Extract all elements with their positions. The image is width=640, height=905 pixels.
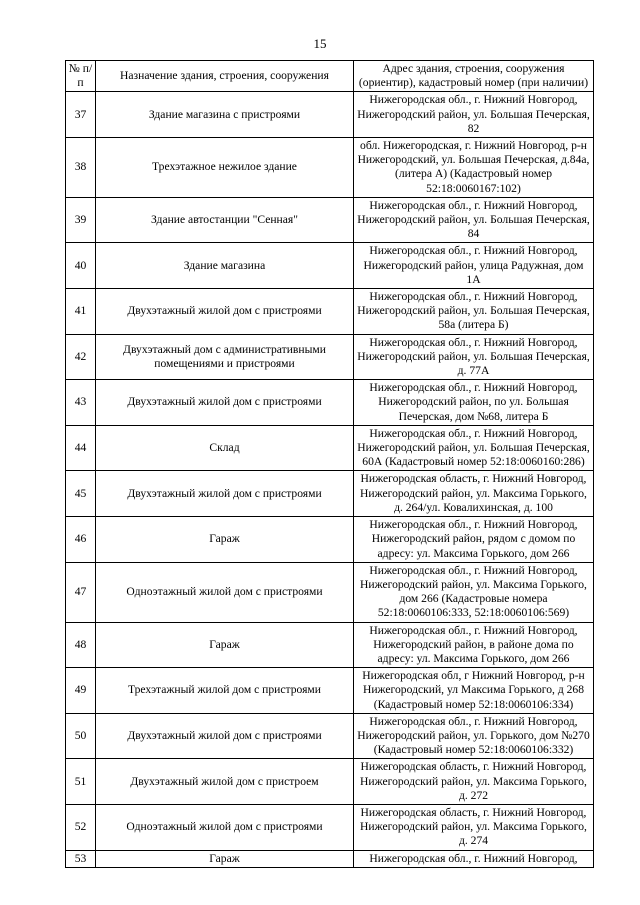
- row-purpose: Гараж: [96, 517, 354, 563]
- row-number: 45: [66, 471, 96, 517]
- row-purpose: Двухэтажный жилой дом с пристроями: [96, 289, 354, 335]
- table-row: [66, 92, 594, 138]
- row-purpose: Двухэтажный жилой дом с пристроем: [96, 759, 354, 805]
- row-number: 41: [66, 289, 96, 335]
- row-purpose: Трехэтажное нежилое здание: [96, 138, 354, 198]
- table-row: [66, 138, 594, 198]
- row-address: Нижегородская обл., г. Нижний Новгород, Нижегородский район, ул. Горького, дом №270 (Кадастровый номер 52:18:0060106:332): [354, 713, 594, 759]
- row-address: Нижегородская обл., г. Нижний Новгород, Нижегородский район, ул. Большая Печерская, 84: [354, 197, 594, 243]
- row-number: 43: [66, 380, 96, 426]
- row-number: 50: [66, 713, 96, 759]
- row-address: Нижегородская обл., г. Нижний Новгород, Нижегородский район, ул. Большая Печерская, д. 77А: [354, 334, 594, 380]
- row-purpose: Двухэтажный жилой дом с пристроями: [96, 471, 354, 517]
- row-purpose: Гараж: [96, 850, 354, 867]
- table-row: [66, 668, 594, 714]
- table-row: [66, 334, 594, 380]
- row-purpose: Склад: [96, 425, 354, 471]
- table-header-row: [66, 61, 594, 92]
- table-row: [66, 850, 594, 867]
- row-address: Нижегородская область, г. Нижний Новгород, Нижегородский район, ул. Максима Горького, д. 274: [354, 804, 594, 850]
- table-row: [66, 804, 594, 850]
- row-number: 37: [66, 92, 96, 138]
- row-number: 40: [66, 243, 96, 289]
- table-row: [66, 243, 594, 289]
- row-address: Нижегородская обл., г. Нижний Новгород, Нижегородский район, рядом с домом по адресу: ул. Максима Горького, дом 266: [354, 517, 594, 563]
- row-address: Нижегородская обл., г. Нижний Новгород, Нижегородский район, по ул. Большая Печерская, дом №68, литера Б: [354, 380, 594, 426]
- row-address: Нижегородская обл, г Нижний Новгород, р-н Нижегородский, ул Максима Горького, д 268 (Кадастровый номер 52:18:0060106:334): [354, 668, 594, 714]
- buildings-table: [65, 60, 594, 868]
- row-number: 48: [66, 622, 96, 668]
- row-number: 38: [66, 138, 96, 198]
- row-purpose: Двухэтажный жилой дом с пристроями: [96, 380, 354, 426]
- row-address: Нижегородская обл., г. Нижний Новгород, Нижегородский район, ул. Максима Горького, дом 266 (Кадастровые номера 52:18:0060106:333, 52:18:0060106:569): [354, 562, 594, 622]
- row-purpose: Здание магазина с пристроями: [96, 92, 354, 138]
- row-purpose: Одноэтажный жилой дом с пристроями: [96, 804, 354, 850]
- row-number: 51: [66, 759, 96, 805]
- row-address: обл. Нижегородская, г. Нижний Новгород, р-н Нижегородский, ул. Большая Печерская, д.84а, (литера А) (Кадастровый номер 52:18:0060167:102): [354, 138, 594, 198]
- row-purpose: Гараж: [96, 622, 354, 668]
- table-row: [66, 380, 594, 426]
- row-number: 47: [66, 562, 96, 622]
- row-number: 39: [66, 197, 96, 243]
- row-address: Нижегородская область, г. Нижний Новгород, Нижегородский район, ул. Максима Горького, д. 272: [354, 759, 594, 805]
- page-number: 15: [313, 36, 327, 51]
- table-row: [66, 289, 594, 335]
- row-number: 44: [66, 425, 96, 471]
- row-number: 49: [66, 668, 96, 714]
- table-row: [66, 197, 594, 243]
- table-row: [66, 622, 594, 668]
- row-purpose: Одноэтажный жилой дом с пристроями: [96, 562, 354, 622]
- table-row: [66, 425, 594, 471]
- table-row: [66, 517, 594, 563]
- row-address: Нижегородская обл., г. Нижний Новгород, Нижегородский район, в районе дома по адресу: ул. Максима Горького, дом 266: [354, 622, 594, 668]
- row-purpose: Трехэтажный жилой дом с пристроями: [96, 668, 354, 714]
- header-number: № п/п: [66, 61, 96, 92]
- row-address: Нижегородская обл., г. Нижний Новгород, Нижегородский район, ул. Большая Печерская, 82: [354, 92, 594, 138]
- row-address: Нижегородская обл., г. Нижний Новгород, Нижегородский район, ул. Большая Печерская, 58а (литера Б): [354, 289, 594, 335]
- header-address: Адрес здания, строения, сооружения (ориентир), кадастровый номер (при наличии): [354, 61, 594, 92]
- row-address: Нижегородская область, г. Нижний Новгород, Нижегородский район, ул. Максима Горького, д. 264/ул. Ковалихинская, д. 100: [354, 471, 594, 517]
- row-address: Нижегородская обл., г. Нижний Новгород,: [354, 850, 594, 867]
- table-row: [66, 713, 594, 759]
- header-purpose: Назначение здания, строения, сооружения: [96, 61, 354, 92]
- row-purpose: Здание магазина: [96, 243, 354, 289]
- table-row: [66, 471, 594, 517]
- row-purpose: Двухэтажный дом с административными помещениями и пристроями: [96, 334, 354, 380]
- table-row: [66, 562, 594, 622]
- row-purpose: Здание автостанции "Сенная": [96, 197, 354, 243]
- table-row: [66, 759, 594, 805]
- row-purpose: Двухэтажный жилой дом с пристроями: [96, 713, 354, 759]
- row-number: 52: [66, 804, 96, 850]
- row-address: Нижегородская обл., г. Нижний Новгород, Нижегородский район, ул. Большая Печерская, 60А (Кадастровый номер 52:18:0060160:286): [354, 425, 594, 471]
- row-address: Нижегородская обл., г. Нижний Новгород, Нижегородский район, улица Радужная, дом 1А: [354, 243, 594, 289]
- row-number: 53: [66, 850, 96, 867]
- row-number: 42: [66, 334, 96, 380]
- row-number: 46: [66, 517, 96, 563]
